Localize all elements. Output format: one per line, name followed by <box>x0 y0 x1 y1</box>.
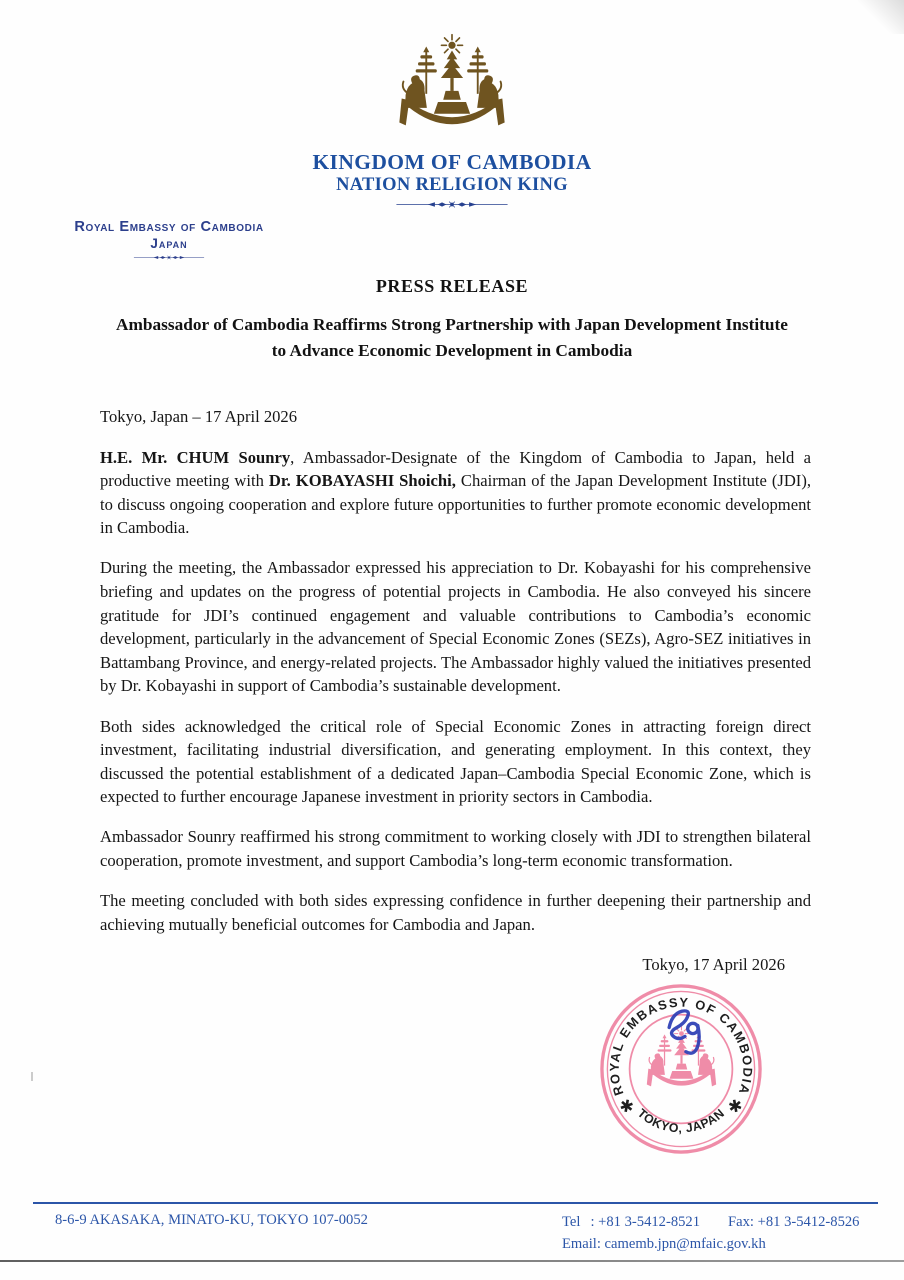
embassy-stamp <box>597 981 765 1157</box>
body-text-column <box>100 405 811 976</box>
stamp-royal-arms-icon <box>647 1027 716 1087</box>
tel-number: : +81 3-5412-8521 <box>590 1214 701 1230</box>
title-line-1: Ambassador of Cambodia Reaffirms Strong Partnership with Japan Development Institute <box>116 315 788 334</box>
closing-dateline: Tokyo, 17 April 2026 <box>642 954 785 974</box>
press-release-title <box>60 312 844 364</box>
paragraph-3: Both sides acknowledged the critical role of Special Economic Zones in attracting foreign direct investment, facilitating industrial diversification, and generating employment. In this context, they discussed the potential establishment of a dedicated Japan–Cambodia Special Economic Zone, which is expected to further encourage Japanese investment in priority sectors in Cambodia. <box>100 716 811 807</box>
title-line-2: to Advance Economic Development in Cambodia <box>271 341 633 360</box>
embassy-block <box>48 219 290 261</box>
royal-arms-emblem <box>391 33 513 150</box>
kingdom-title: KINGDOM OF CAMBODIA <box>312 150 592 174</box>
ambassador-name: H.E. Mr. CHUM Sounry <box>100 447 291 467</box>
paragraph-1 <box>100 446 811 540</box>
embassy-address: 8-6-9 AKASAKA, MINATO-KU, TOKYO 107-0052 <box>55 1212 368 1228</box>
footer-contact-block <box>562 1212 859 1255</box>
chairman-name: Dr. KOBAYASHI Shoichi, <box>268 471 456 491</box>
email-line: Email: camemb.jpn@mfaic.gov.kh <box>562 1235 766 1252</box>
ornament-divider-small-icon <box>133 254 205 261</box>
embassy-country: Japan <box>150 236 188 251</box>
scan-edge-line <box>0 1260 904 1262</box>
national-motto: NATION RELIGION KING <box>336 175 568 195</box>
paragraph-2: During the meeting, the Ambassador expressed his appreciation to Dr. Kobayashi for his comprehensive briefing and updates on the progress of potential projects in Cambodia. He also conveyed his sincere gratitude for JDI’s continued engagement and valuable contributions to Cambodia’s economic development, particularly in the advancement of Special Economic Zones (SEZs), Agro-SEZ initiatives in Battambang Province, and energy-related projects. The Ambassador highly valued the initiatives presented by Dr. Kobayashi in support of Cambodia’s sustainable development. <box>100 558 811 696</box>
stamp-arc-bottom-text: TOKYO, JAPAN <box>634 1106 728 1136</box>
svg-text:TOKYO, JAPAN <box>635 1106 727 1135</box>
stamp-arc-top-text: ROYAL EMBASSY OF CAMBODIA <box>606 994 756 1098</box>
paragraph-1-text-a: , Ambassador-Designate of the Kingdom of Cambodia to Japan, held a productive meeting with <box>100 447 811 491</box>
document-type-heading: PRESS RELEASE <box>375 276 529 296</box>
paragraph-4: Ambassador Sounry reaffirmed his strong commitment to working closely with JDI to strengthen bilateral cooperation, promote investment, and support Cambodia’s long-term economic transformation. <box>100 827 811 870</box>
dateline: Tokyo, Japan – 17 April 2026 <box>100 407 298 426</box>
scan-artifact <box>31 1072 33 1081</box>
tel-label: Tel <box>562 1214 581 1230</box>
tel-fax-line <box>562 1212 859 1234</box>
scan-corner-shadow <box>858 0 904 34</box>
fax-number: Fax: +81 3-5412-8526 <box>728 1214 860 1230</box>
ornament-divider-icon <box>395 200 509 209</box>
stamp-star-right: ✱ <box>722 1094 747 1118</box>
embassy-name: Royal Embassy of Cambodia <box>74 219 264 235</box>
stamp-seal-icon <box>597 981 765 1157</box>
footer-rule <box>33 1202 878 1204</box>
paragraph-5: The meeting concluded with both sides expressing confidence in further deepening their partnership and achieving mutually beneficial outcomes for Cambodia and Japan. <box>100 891 811 934</box>
paragraph-1-text-b: Chairman of the Japan Development Institute (JDI), to discuss ongoing cooperation and explore future opportunities to further promote economic development in Cambodia. <box>100 471 812 538</box>
stamp-star-left: ✱ <box>615 1094 640 1118</box>
